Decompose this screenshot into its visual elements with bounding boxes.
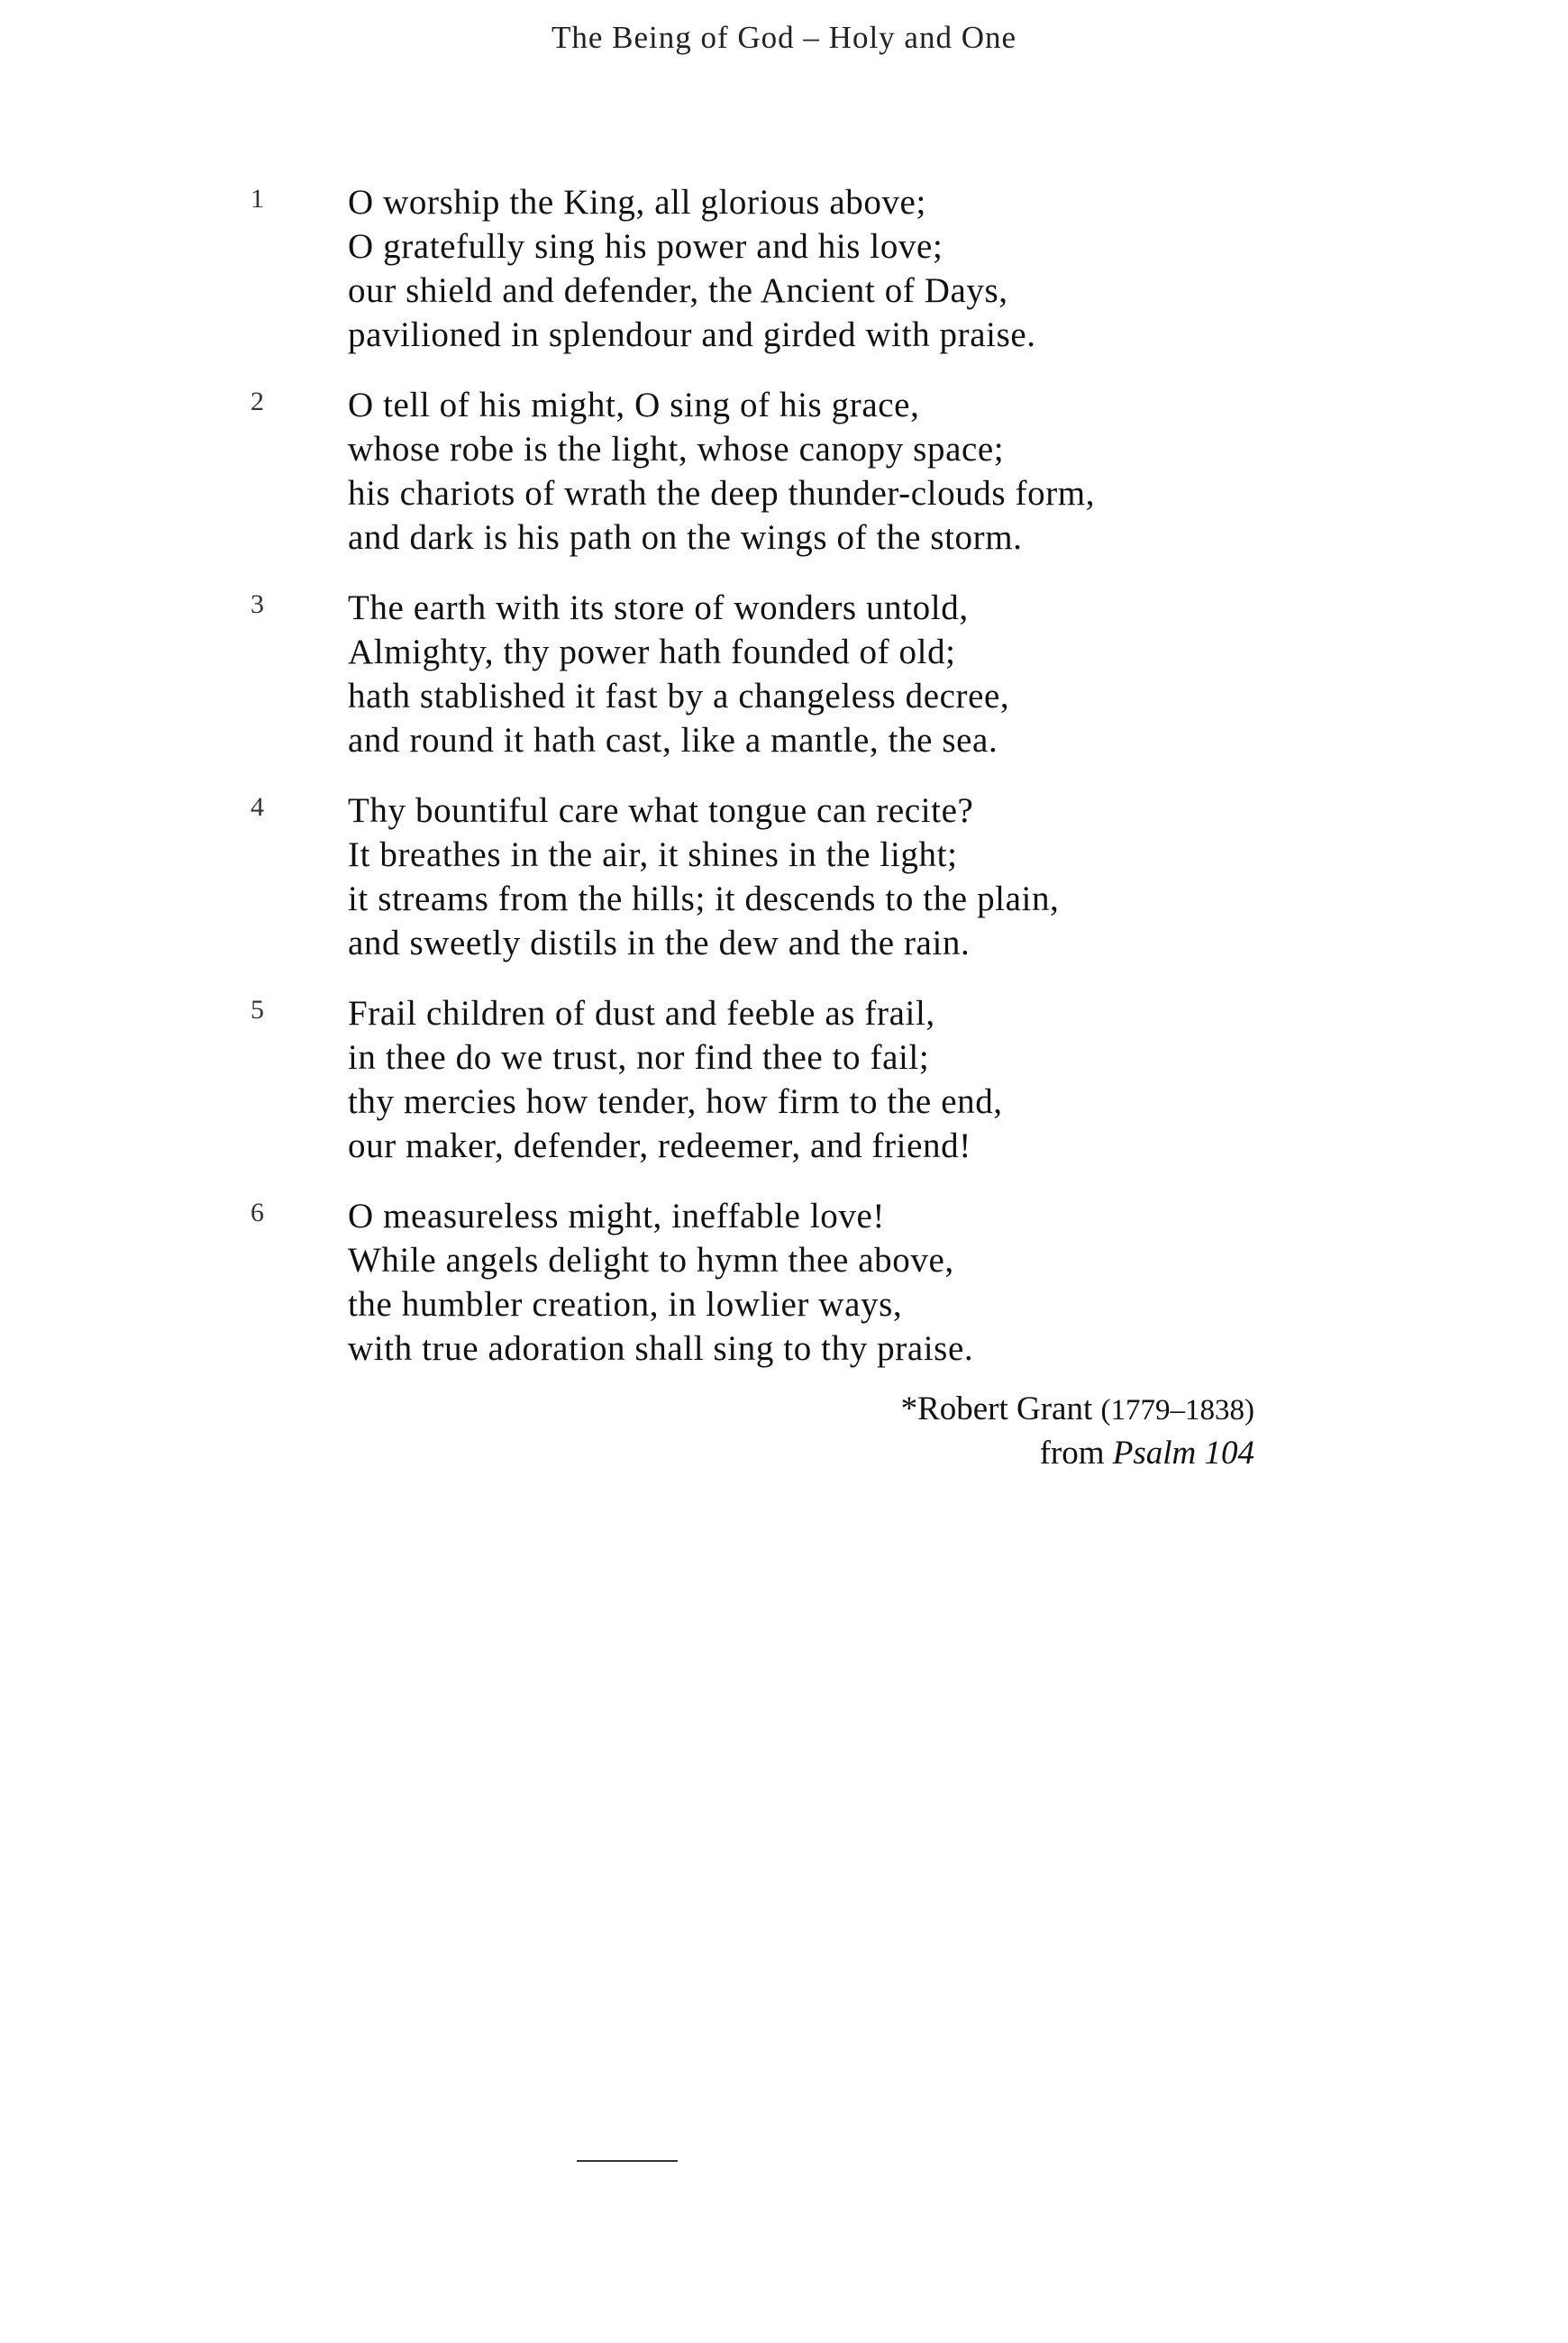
source-prefix: from [1039,1435,1105,1472]
verse-number: 6 [251,1198,264,1227]
verse-line: the humbler creation, in lowlier ways, [348,1285,903,1324]
verse-line: thy mercies how tender, how firm to the end, [348,1082,1003,1121]
author-name: *Robert Grant [900,1390,1093,1427]
verse-number: 1 [251,184,264,214]
verse-2 [251,383,1287,560]
verse-1 [251,180,1287,357]
verse-number: 3 [251,589,264,619]
attribution [901,1388,1254,1475]
verse-line: Almighty, thy power hath founded of old; [348,633,956,671]
verse-number: 4 [251,792,264,822]
verse-line: hath stablished it fast by a changeless decree, [348,677,1010,716]
verse-number: 5 [251,995,264,1025]
verse-line: The earth with its store of wonders untold, [348,588,969,627]
verse-line: and dark is his path on the wings of the storm. [348,518,1023,557]
source-title: Psalm 104 [1112,1435,1254,1472]
verse-line: pavilioned in splendour and girded with praise. [348,315,1036,354]
running-head: The Being of God – Holy and One [551,20,1017,55]
hymn-text [251,180,1287,1397]
author-dates: (1779–1838) [1100,1394,1254,1427]
verse-line: with true adoration shall sing to thy praise. [348,1329,974,1368]
verse-line: It breathes in the air, it shines in the light; [348,835,958,874]
verse-3 [251,586,1287,762]
verse-4 [251,789,1287,965]
verse-line: our maker, defender, redeemer, and friend! [348,1126,971,1165]
bottom-rule [577,2160,678,2162]
verse-line: his chariots of wrath the deep thunder-clouds form, [348,474,1096,513]
verse-line: While angels delight to hymn thee above, [348,1241,954,1280]
verse-line: Thy bountiful care what tongue can recite? [348,791,974,830]
verse-line: our shield and defender, the Ancient of Days, [348,271,1008,310]
verse-line: O gratefully sing his power and his love; [348,227,944,266]
verse-line: O worship the King, all glorious above; [348,183,926,222]
source-line [901,1432,1254,1475]
verse-line: whose robe is the light, whose canopy space; [348,430,1005,469]
verse-line: Frail children of dust and feeble as frail, [348,994,935,1033]
verse-number: 2 [251,387,264,416]
author-line [901,1388,1254,1432]
verse-line: in thee do we trust, nor find thee to fail; [348,1038,930,1077]
verse-line: and round it hath cast, like a mantle, the sea. [348,721,998,760]
verse-line: O measureless might, ineffable love! [348,1197,885,1235]
verse-line: it streams from the hills; it descends to the plain, [348,880,1060,918]
verse-line: and sweetly distils in the dew and the rain. [348,924,971,962]
verse-line: O tell of his might, O sing of his grace, [348,386,920,424]
verse-6 [251,1194,1287,1371]
verse-5 [251,991,1287,1168]
